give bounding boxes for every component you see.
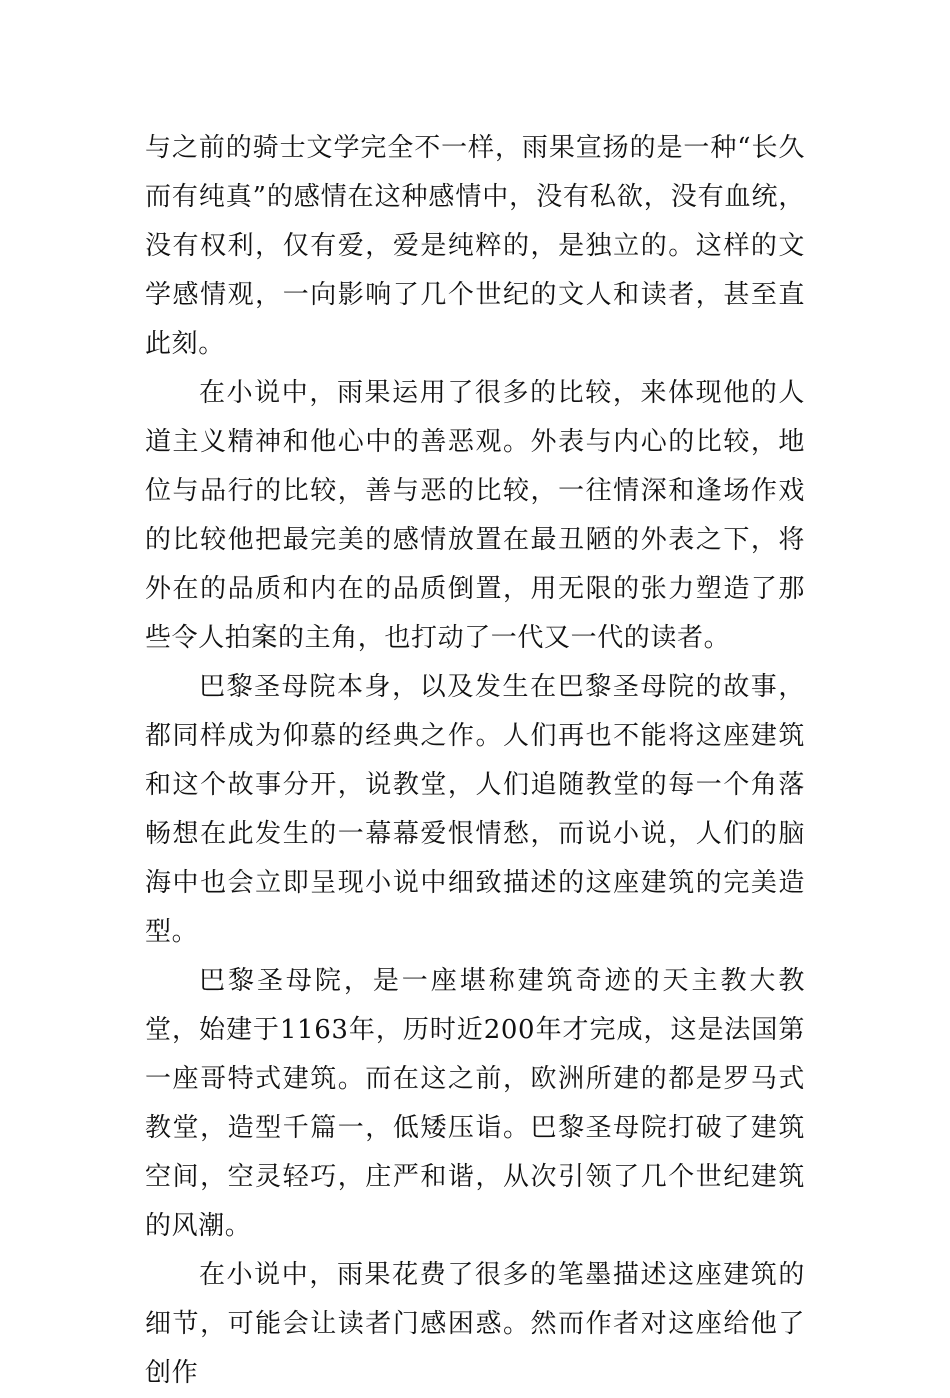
document-body	[145, 124, 805, 1398]
paragraph-5: 在小说中，雨果花费了很多的笔墨描述这座建筑的细节，可能会让读者门感困惑。然而作者对这座给他了创作	[145, 1260, 805, 1388]
paragraph-3: 巴黎圣母院本身，以及发生在巴黎圣母院的故事，都同样成为仰慕的经典之作。人们再也不能将这座建筑和这个故事分开，说教堂，人们追随教堂的每一个角落畅想在此发生的一幕幕爱恨情愁，而说小说，人们的脑海中也会立即呈现小说中细致描述的这座建筑的完美造型。	[145, 672, 805, 947]
paragraph-1: 与之前的骑士文学完全不一样，雨果宣扬的是一种“长久而有纯真”的感情在这种感情中，没有私欲，没有血统，没有权利，仅有爱，爱是纯粹的，是独立的。这样的文学感情观，一向影响了几个世纪的文人和读者，甚至直此刻。	[145, 133, 805, 359]
paragraph-4: 巴黎圣母院，是一座堪称建筑奇迹的天主教大教堂，始建于1163年，历时近200年才完成，这是法国第一座哥特式建筑。而在这之前，欧洲所建的都是罗马式教堂，造型千篇一，低矮压诣。巴黎圣母院打破了建筑空间，空灵轻巧，庄严和谐，从次引领了几个世纪建筑的风潮。	[145, 966, 805, 1241]
paragraph-2: 在小说中，雨果运用了很多的比较，来体现他的人道主义精神和他心中的善恶观。外表与内心的比较，地位与品行的比较，善与恶的比较，一往情深和逢场作戏的比较他把最完美的感情放置在最丑陋的外表之下，将外在的品质和内在的品质倒置，用无限的张力塑造了那些令人拍案的主角，也打动了一代又一代的读者。	[145, 378, 805, 653]
